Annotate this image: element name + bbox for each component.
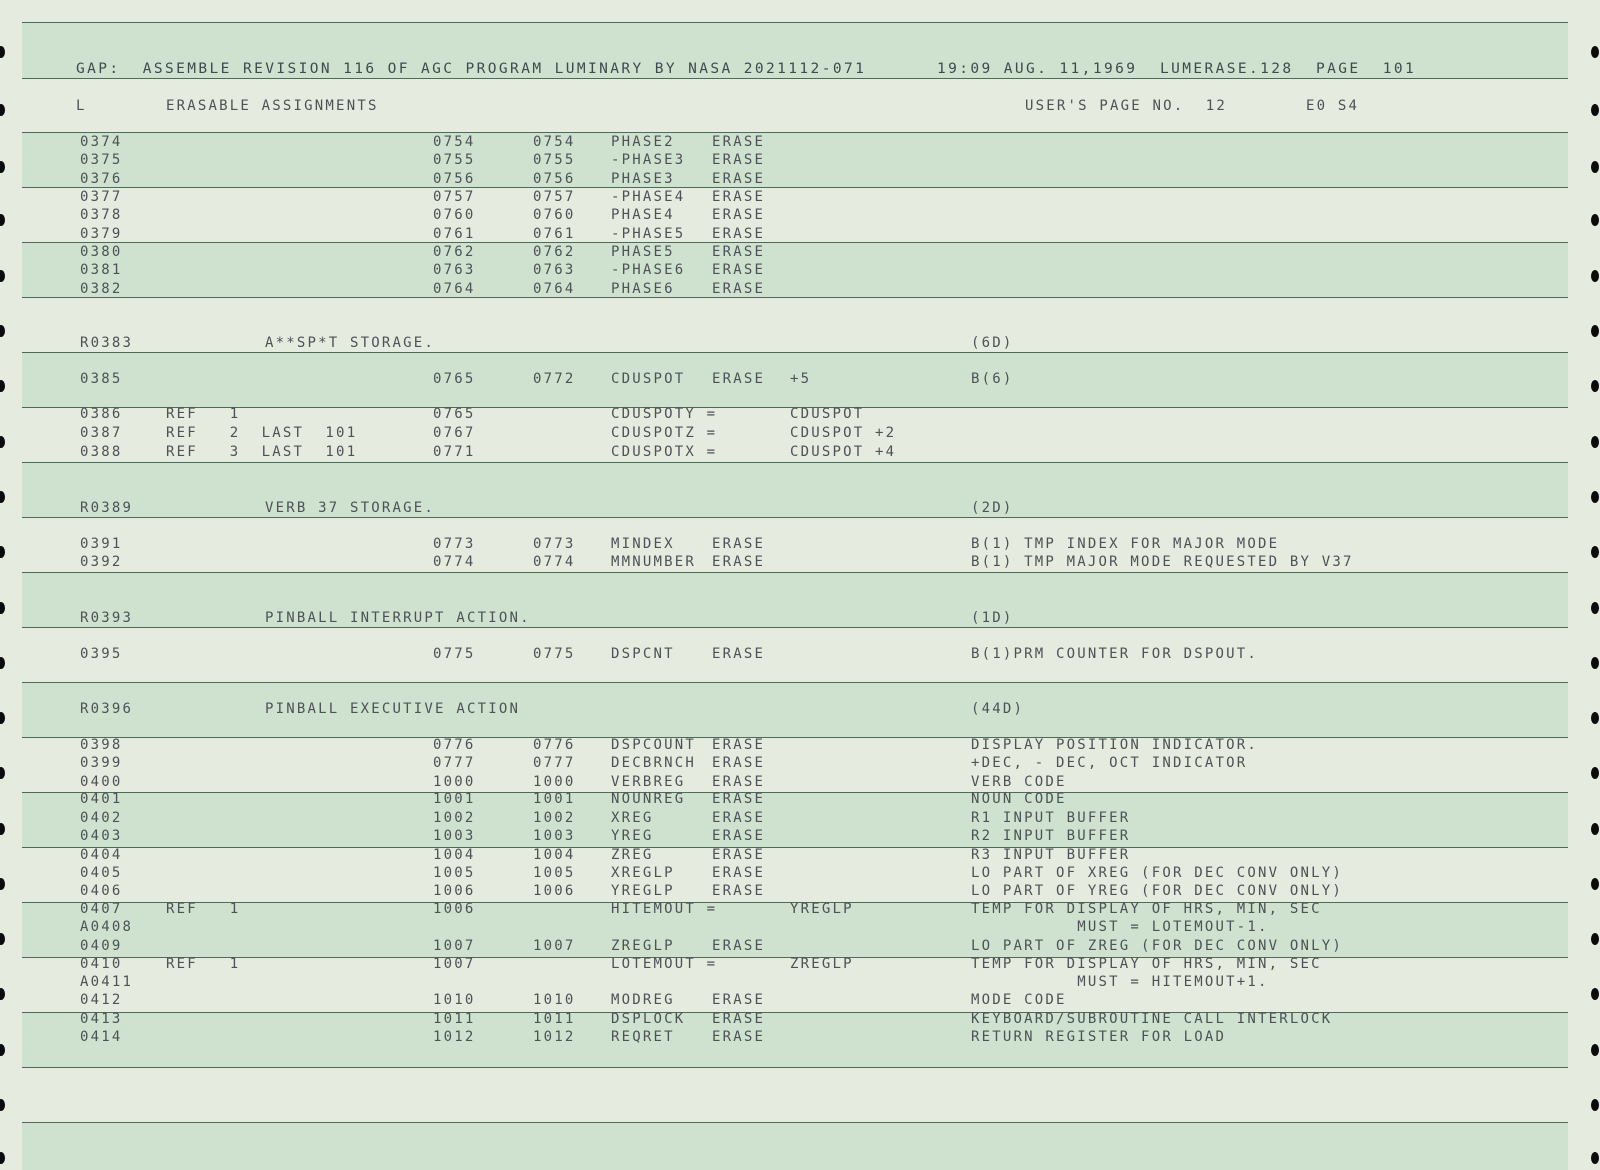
symbol: DSPCOUNT <box>611 737 697 753</box>
paper-band <box>22 1122 1568 1170</box>
symbol: NOUNREG <box>611 791 686 807</box>
address-end: 1010 <box>533 992 576 1008</box>
rule <box>22 22 1568 23</box>
symbol: LOTEMOUT = <box>611 956 718 972</box>
line-number: 0402 <box>80 810 123 826</box>
symbol: CDUSPOTY = <box>611 406 718 422</box>
operand: YREGLP <box>790 901 854 917</box>
feed-hole <box>0 436 5 448</box>
opcode: ERASE <box>712 791 766 807</box>
feed-hole <box>0 491 5 503</box>
opcode: ERASE <box>712 371 766 387</box>
symbol: -PHASE5 <box>611 226 686 242</box>
address: 1002 <box>433 810 476 826</box>
comment: R3 INPUT BUFFER <box>971 847 1131 863</box>
line-number: 0374 <box>80 134 123 150</box>
rule <box>22 242 1568 243</box>
line-number: 0405 <box>80 865 123 881</box>
listing-title: GAP: ASSEMBLE REVISION 116 OF AGC PROGRAM LUMINARY BY NASA 2021112-071 <box>76 61 867 77</box>
line-number: 0406 <box>80 883 123 899</box>
address: 1003 <box>433 828 476 844</box>
ref-info: REF 1 <box>166 406 241 422</box>
feed-hole <box>0 1044 5 1056</box>
feed-hole <box>0 546 5 558</box>
line-number: 0378 <box>80 207 123 223</box>
address: 0756 <box>433 171 476 187</box>
address: 0773 <box>433 536 476 552</box>
address: 0767 <box>433 425 476 441</box>
comment: MUST = LOTEMOUT-1. <box>971 919 1269 935</box>
opcode: ERASE <box>712 189 766 205</box>
address-end: 0761 <box>533 226 576 242</box>
feed-hole <box>0 767 5 779</box>
line-number: 0403 <box>80 828 123 844</box>
operand: +5 <box>790 371 812 387</box>
address-end: 1005 <box>533 865 576 881</box>
address: 1004 <box>433 847 476 863</box>
paper-band <box>22 572 1568 627</box>
symbol: DSPCNT <box>611 646 675 662</box>
line-number: 0400 <box>80 774 123 790</box>
feed-hole <box>0 270 5 282</box>
rule <box>22 682 1568 683</box>
line-number: 0387 <box>80 425 123 441</box>
comment: (1D) <box>971 610 1014 626</box>
symbol: CDUSPOT <box>611 371 686 387</box>
feed-hole <box>1591 104 1599 116</box>
address-end: 0757 <box>533 189 576 205</box>
users-page-number: USER'S PAGE NO. 12 <box>1025 98 1227 114</box>
opcode: ERASE <box>712 810 766 826</box>
address: 0755 <box>433 152 476 168</box>
address-end: 0775 <box>533 646 576 662</box>
feed-hole <box>1591 878 1599 890</box>
feed-hole <box>0 933 5 945</box>
opcode: ERASE <box>712 554 766 570</box>
address: 1005 <box>433 865 476 881</box>
address: 0761 <box>433 226 476 242</box>
feed-hole <box>0 878 5 890</box>
ref-info: REF 1 <box>166 901 241 917</box>
paper-band <box>22 792 1568 847</box>
address: 0765 <box>433 406 476 422</box>
feed-hole <box>0 602 5 614</box>
address: 1001 <box>433 791 476 807</box>
line-number: 0399 <box>80 755 123 771</box>
feed-hole <box>0 1099 5 1111</box>
symbol: PHASE4 <box>611 207 675 223</box>
line-number: 0414 <box>80 1029 123 1045</box>
address: 0763 <box>433 262 476 278</box>
symbol: REQRET <box>611 1029 675 1045</box>
line-number: 0379 <box>80 226 123 242</box>
address: 0762 <box>433 244 476 260</box>
comment: TEMP FOR DISPLAY OF HRS, MIN, SEC <box>971 956 1322 972</box>
listing-timestamp: 19:09 AUG. 11,1969 <box>937 61 1138 77</box>
comment: R2 INPUT BUFFER <box>971 828 1131 844</box>
line-number: A0411 <box>80 974 134 990</box>
paper-band <box>22 682 1568 737</box>
address: 1012 <box>433 1029 476 1045</box>
line-number: 0381 <box>80 262 123 278</box>
symbol: -PHASE4 <box>611 189 686 205</box>
line-number: 0377 <box>80 189 123 205</box>
feed-hole <box>1591 602 1599 614</box>
section-heading: A**SP*T STORAGE. <box>265 335 436 351</box>
feed-hole <box>1591 546 1599 558</box>
opcode: ERASE <box>712 992 766 1008</box>
feed-hole <box>1591 712 1599 724</box>
line-number: 0407 <box>80 901 123 917</box>
eo-marker: E0 S4 <box>1306 98 1360 114</box>
rule <box>22 297 1568 298</box>
feed-hole <box>1591 161 1599 173</box>
rule <box>22 847 1568 848</box>
symbol: MODREG <box>611 992 675 1008</box>
address: 0760 <box>433 207 476 223</box>
address: 0754 <box>433 134 476 150</box>
rule <box>22 792 1568 793</box>
comment: B(1)PRM COUNTER FOR DSPOUT. <box>971 646 1258 662</box>
address-end: 0777 <box>533 755 576 771</box>
line-number: 0392 <box>80 554 123 570</box>
symbol: XREGLP <box>611 865 675 881</box>
line-number: 0412 <box>80 992 123 1008</box>
comment: DISPLAY POSITION INDICATOR. <box>971 737 1258 753</box>
opcode: ERASE <box>712 865 766 881</box>
feed-hole <box>0 988 5 1000</box>
opcode: ERASE <box>712 226 766 242</box>
symbol: PHASE2 <box>611 134 675 150</box>
rule <box>22 462 1568 463</box>
feed-hole <box>1591 1044 1599 1056</box>
line-number: R0389 <box>80 500 134 516</box>
rule <box>22 352 1568 353</box>
feed-hole <box>1591 270 1599 282</box>
line-number: 0404 <box>80 847 123 863</box>
address-end: 1006 <box>533 883 576 899</box>
address-end: 0772 <box>533 371 576 387</box>
opcode: ERASE <box>712 134 766 150</box>
address: 1007 <box>433 938 476 954</box>
line-number: R0393 <box>80 610 134 626</box>
address-end: 1001 <box>533 791 576 807</box>
address: 0757 <box>433 189 476 205</box>
comment: KEYBOARD/SUBROUTINE CALL INTERLOCK <box>971 1011 1333 1027</box>
rule <box>22 187 1568 188</box>
address-end: 0774 <box>533 554 576 570</box>
symbol: PHASE6 <box>611 281 675 297</box>
feed-hole <box>1591 491 1599 503</box>
address-end: 0754 <box>533 134 576 150</box>
section-heading: PINBALL EXECUTIVE ACTION <box>265 701 521 717</box>
comment: R1 INPUT BUFFER <box>971 810 1131 826</box>
section-heading: VERB 37 STORAGE. <box>265 500 436 516</box>
line-number: R0396 <box>80 701 134 717</box>
line-number: 0395 <box>80 646 123 662</box>
feed-hole <box>0 104 5 116</box>
line-number: 0413 <box>80 1011 123 1027</box>
opcode: ERASE <box>712 755 766 771</box>
comment: NOUN CODE <box>971 791 1067 807</box>
opcode: ERASE <box>712 281 766 297</box>
rule <box>22 737 1568 738</box>
address-end: 0763 <box>533 262 576 278</box>
symbol: -PHASE3 <box>611 152 686 168</box>
feed-hole <box>0 712 5 724</box>
address: 1006 <box>433 901 476 917</box>
symbol: XREG <box>611 810 654 826</box>
opcode: ERASE <box>712 737 766 753</box>
line-number: 0382 <box>80 281 123 297</box>
comment: (6D) <box>971 335 1014 351</box>
symbol: MMNUMBER <box>611 554 697 570</box>
rule <box>22 132 1568 133</box>
line-number: 0388 <box>80 444 123 460</box>
rule <box>22 627 1568 628</box>
line-number: 0380 <box>80 244 123 260</box>
feed-hole <box>0 1152 5 1164</box>
comment: (2D) <box>971 500 1014 516</box>
paper-band <box>22 242 1568 297</box>
operand: ZREGLP <box>790 956 854 972</box>
symbol: ZREGLP <box>611 938 675 954</box>
opcode: ERASE <box>712 1029 766 1045</box>
address: 0777 <box>433 755 476 771</box>
feed-hole <box>1591 436 1599 448</box>
opcode: ERASE <box>712 883 766 899</box>
address-end: 1012 <box>533 1029 576 1045</box>
paper-band <box>22 462 1568 517</box>
column-l: L <box>76 98 87 114</box>
address-end: 0773 <box>533 536 576 552</box>
feed-hole <box>1591 823 1599 835</box>
address: 0775 <box>433 646 476 662</box>
line-number: 0375 <box>80 152 123 168</box>
feed-hole <box>0 380 5 392</box>
rule <box>22 1122 1568 1123</box>
comment: +DEC, - DEC, OCT INDICATOR <box>971 755 1248 771</box>
comment: MUST = HITEMOUT+1. <box>971 974 1269 990</box>
comment: LO PART OF ZREG (FOR DEC CONV ONLY) <box>971 938 1344 954</box>
comment: MODE CODE <box>971 992 1067 1008</box>
rule <box>22 78 1568 79</box>
rule <box>22 1067 1568 1068</box>
address: 1000 <box>433 774 476 790</box>
symbol: YREG <box>611 828 654 844</box>
address: 0771 <box>433 444 476 460</box>
address-end: 1003 <box>533 828 576 844</box>
section-heading: PINBALL INTERRUPT ACTION. <box>265 610 531 626</box>
address-end: 0755 <box>533 152 576 168</box>
symbol: VERBREG <box>611 774 686 790</box>
line-number: 0386 <box>80 406 123 422</box>
line-number: R0383 <box>80 335 134 351</box>
feed-hole <box>1591 214 1599 226</box>
line-number: 0409 <box>80 938 123 954</box>
symbol: CDUSPOTZ = <box>611 425 718 441</box>
address-end: 0760 <box>533 207 576 223</box>
address-end: 0764 <box>533 281 576 297</box>
opcode: ERASE <box>712 244 766 260</box>
line-number: 0410 <box>80 956 123 972</box>
address-end: 1011 <box>533 1011 576 1027</box>
opcode: ERASE <box>712 262 766 278</box>
address: 0776 <box>433 737 476 753</box>
rule <box>22 1012 1568 1013</box>
feed-hole <box>0 823 5 835</box>
rule <box>22 572 1568 573</box>
line-number: A0408 <box>80 919 134 935</box>
operand: CDUSPOT <box>790 406 865 422</box>
address: 1007 <box>433 956 476 972</box>
feed-hole <box>1591 325 1599 337</box>
symbol: DSPLOCK <box>611 1011 686 1027</box>
address-end: 1004 <box>533 847 576 863</box>
comment: LO PART OF YREG (FOR DEC CONV ONLY) <box>971 883 1344 899</box>
listing-file: LUMERASE.128 <box>1160 61 1294 77</box>
opcode: ERASE <box>712 774 766 790</box>
ref-info: REF 1 <box>166 956 241 972</box>
ref-info: REF 2 LAST 101 <box>166 425 358 441</box>
address: 1011 <box>433 1011 476 1027</box>
address: 0774 <box>433 554 476 570</box>
address-end: 0776 <box>533 737 576 753</box>
line-number: 0385 <box>80 371 123 387</box>
feed-hole <box>1591 988 1599 1000</box>
paper-band <box>22 132 1568 187</box>
opcode: ERASE <box>712 847 766 863</box>
address: 1006 <box>433 883 476 899</box>
symbol: HITEMOUT = <box>611 901 718 917</box>
opcode: ERASE <box>712 536 766 552</box>
right-feed-holes <box>1588 0 1598 1170</box>
symbol: MINDEX <box>611 536 675 552</box>
comment: LO PART OF XREG (FOR DEC CONV ONLY) <box>971 865 1344 881</box>
rule <box>22 517 1568 518</box>
opcode: ERASE <box>712 828 766 844</box>
address: 1010 <box>433 992 476 1008</box>
feed-hole <box>1591 933 1599 945</box>
address: 0765 <box>433 371 476 387</box>
symbol: DECBRNCH <box>611 755 697 771</box>
feed-hole <box>0 214 5 226</box>
paper-band <box>22 1012 1568 1067</box>
ref-info: REF 3 LAST 101 <box>166 444 358 460</box>
address-end: 0762 <box>533 244 576 260</box>
symbol: -PHASE6 <box>611 262 686 278</box>
comment: B(1) TMP INDEX FOR MAJOR MODE <box>971 536 1280 552</box>
operand: CDUSPOT +4 <box>790 444 897 460</box>
feed-hole <box>0 325 5 337</box>
symbol: YREGLP <box>611 883 675 899</box>
operand: CDUSPOT +2 <box>790 425 897 441</box>
symbol: CDUSPOTX = <box>611 444 718 460</box>
feed-hole <box>1591 46 1599 58</box>
line-number: 0398 <box>80 737 123 753</box>
line-number: 0391 <box>80 536 123 552</box>
opcode: ERASE <box>712 938 766 954</box>
feed-hole <box>1591 1099 1599 1111</box>
address-end: 1002 <box>533 810 576 826</box>
feed-hole <box>0 46 5 58</box>
comment: VERB CODE <box>971 774 1067 790</box>
opcode: ERASE <box>712 171 766 187</box>
line-number: 0376 <box>80 171 123 187</box>
opcode: ERASE <box>712 207 766 223</box>
address-end: 1000 <box>533 774 576 790</box>
comment: RETURN REGISTER FOR LOAD <box>971 1029 1227 1045</box>
comment: B(1) TMP MAJOR MODE REQUESTED BY V37 <box>971 554 1354 570</box>
section-title: ERASABLE ASSIGNMENTS <box>166 98 379 114</box>
comment: (44D) <box>971 701 1025 717</box>
address-end: 1007 <box>533 938 576 954</box>
left-feed-holes <box>0 0 10 1170</box>
feed-hole <box>0 657 5 669</box>
feed-hole <box>0 161 5 173</box>
feed-hole <box>1591 767 1599 779</box>
symbol: ZREG <box>611 847 654 863</box>
symbol: PHASE3 <box>611 171 675 187</box>
address: 0764 <box>433 281 476 297</box>
opcode: ERASE <box>712 152 766 168</box>
comment: B(6) <box>971 371 1014 387</box>
opcode: ERASE <box>712 646 766 662</box>
comment: TEMP FOR DISPLAY OF HRS, MIN, SEC <box>971 901 1322 917</box>
feed-hole <box>1591 380 1599 392</box>
page-number: PAGE 101 <box>1316 61 1417 77</box>
line-number: 0401 <box>80 791 123 807</box>
feed-hole <box>1591 1152 1599 1164</box>
address-end: 0756 <box>533 171 576 187</box>
symbol: PHASE5 <box>611 244 675 260</box>
opcode: ERASE <box>712 1011 766 1027</box>
feed-hole <box>1591 657 1599 669</box>
